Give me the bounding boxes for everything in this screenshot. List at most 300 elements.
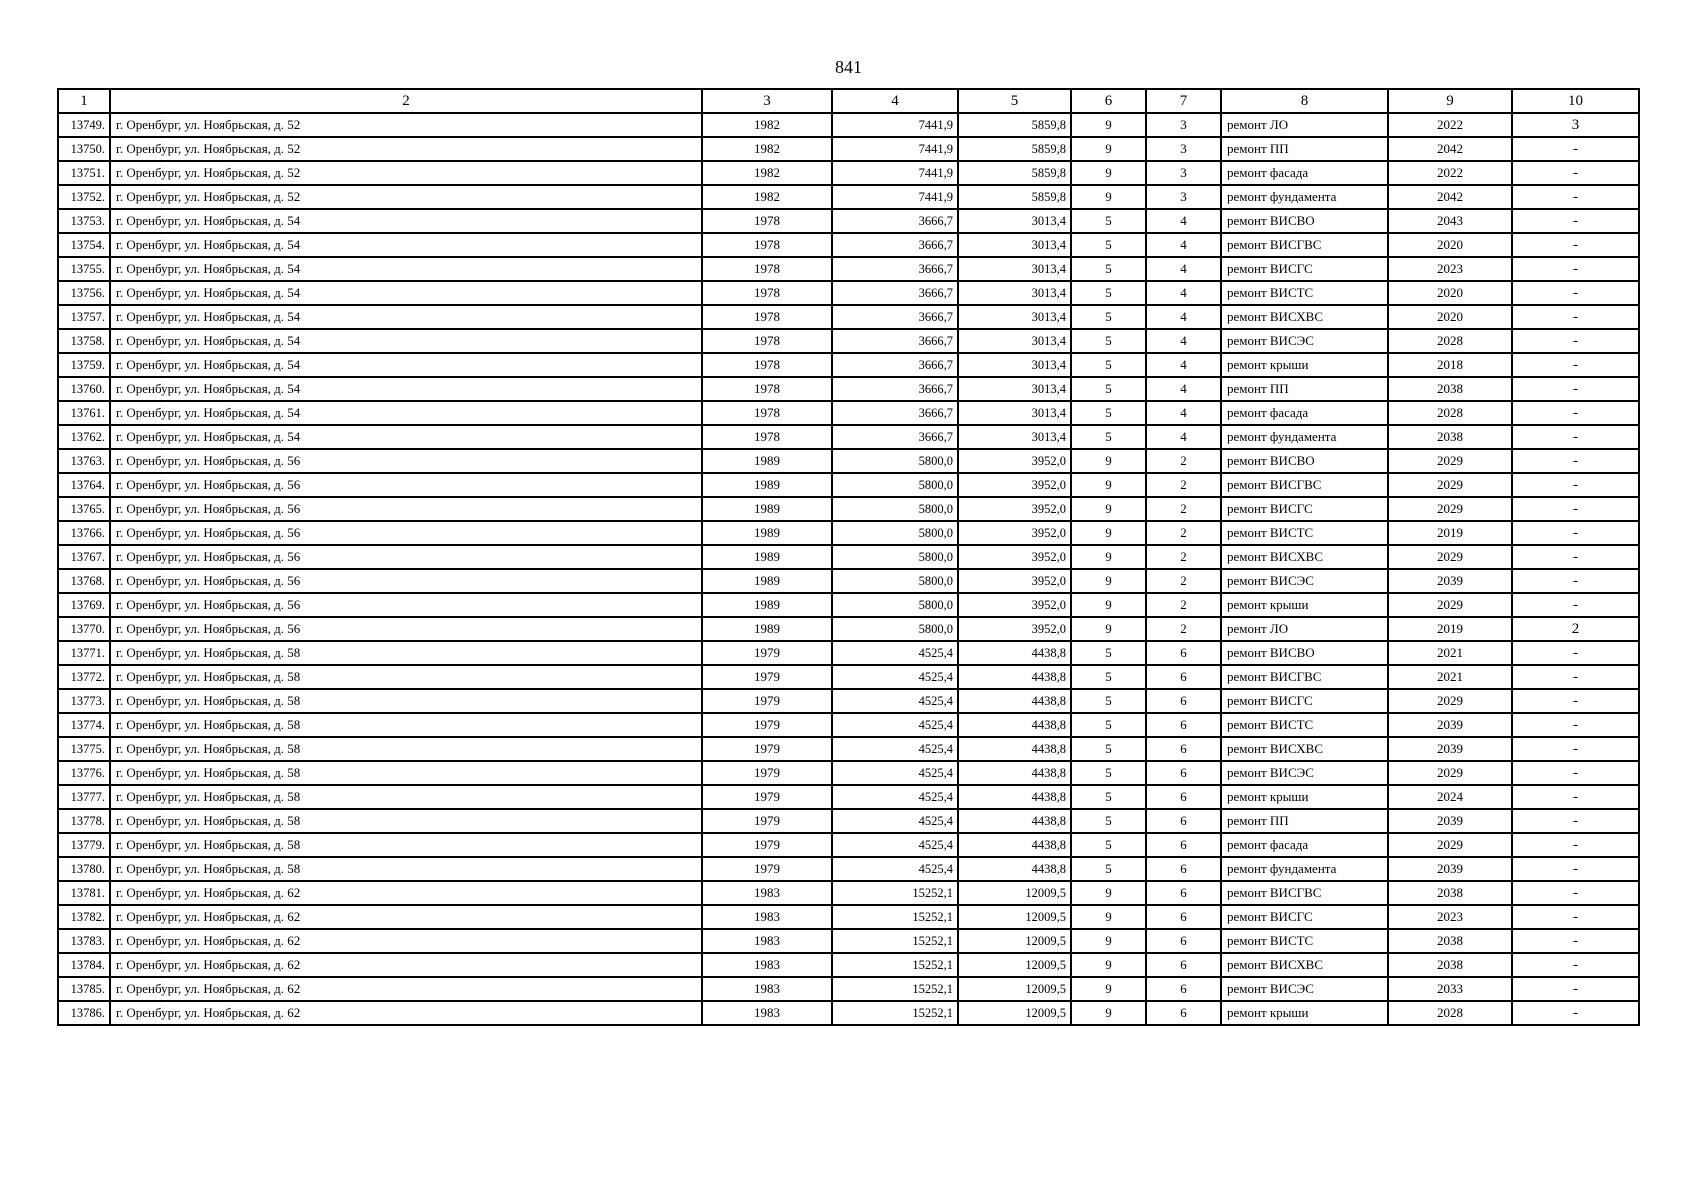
column-10-value-cell: - bbox=[1512, 785, 1639, 809]
table-row bbox=[58, 761, 1639, 785]
work-type-cell: ремонт ЛО bbox=[1221, 617, 1388, 641]
year-built-cell: 1983 bbox=[702, 1001, 832, 1025]
floors-cell: 9 bbox=[1071, 545, 1146, 569]
table-row bbox=[58, 233, 1639, 257]
column-10-value-cell: - bbox=[1512, 569, 1639, 593]
living-area-cell: 3013,4 bbox=[958, 401, 1071, 425]
entrances-cell: 4 bbox=[1146, 233, 1221, 257]
total-area-cell: 15252,1 bbox=[832, 929, 958, 953]
address-cell: г. Оренбург, ул. Ноябрьская, д. 58 bbox=[110, 833, 702, 857]
table-row bbox=[58, 185, 1639, 209]
entrances-cell: 6 bbox=[1146, 857, 1221, 881]
column-10-value-cell: - bbox=[1512, 401, 1639, 425]
table-row bbox=[58, 569, 1639, 593]
year-built-cell: 1982 bbox=[702, 137, 832, 161]
row-number-cell: 13766. bbox=[58, 521, 110, 545]
living-area-cell: 3952,0 bbox=[958, 569, 1071, 593]
entrances-cell: 4 bbox=[1146, 209, 1221, 233]
floors-cell: 5 bbox=[1071, 329, 1146, 353]
planned-year-cell: 2043 bbox=[1388, 209, 1512, 233]
year-built-cell: 1978 bbox=[702, 425, 832, 449]
year-built-cell: 1989 bbox=[702, 521, 832, 545]
row-number-cell: 13784. bbox=[58, 953, 110, 977]
floors-cell: 5 bbox=[1071, 281, 1146, 305]
entrances-cell: 2 bbox=[1146, 569, 1221, 593]
floors-cell: 9 bbox=[1071, 1001, 1146, 1025]
year-built-cell: 1979 bbox=[702, 665, 832, 689]
work-type-cell: ремонт ВИСВО bbox=[1221, 449, 1388, 473]
total-area-cell: 7441,9 bbox=[832, 137, 958, 161]
address-cell: г. Оренбург, ул. Ноябрьская, д. 54 bbox=[110, 305, 702, 329]
address-cell: г. Оренбург, ул. Ноябрьская, д. 62 bbox=[110, 929, 702, 953]
row-number-cell: 13785. bbox=[58, 977, 110, 1001]
column-10-value-cell: - bbox=[1512, 473, 1639, 497]
entrances-cell: 6 bbox=[1146, 785, 1221, 809]
work-type-cell: ремонт фундамента bbox=[1221, 185, 1388, 209]
column-10-value-cell: - bbox=[1512, 329, 1639, 353]
living-area-cell: 4438,8 bbox=[958, 665, 1071, 689]
row-number-cell: 13778. bbox=[58, 809, 110, 833]
living-area-cell: 12009,5 bbox=[958, 905, 1071, 929]
year-built-cell: 1989 bbox=[702, 449, 832, 473]
header-row bbox=[58, 89, 1639, 113]
total-area-cell: 3666,7 bbox=[832, 425, 958, 449]
planned-year-cell: 2029 bbox=[1388, 593, 1512, 617]
total-area-cell: 4525,4 bbox=[832, 857, 958, 881]
table-row bbox=[58, 785, 1639, 809]
entrances-cell: 3 bbox=[1146, 185, 1221, 209]
floors-cell: 9 bbox=[1071, 929, 1146, 953]
column-10-value-cell: - bbox=[1512, 257, 1639, 281]
entrances-cell: 2 bbox=[1146, 521, 1221, 545]
year-built-cell: 1979 bbox=[702, 761, 832, 785]
floors-cell: 5 bbox=[1071, 425, 1146, 449]
living-area-cell: 3013,4 bbox=[958, 233, 1071, 257]
work-type-cell: ремонт ВИСТС bbox=[1221, 521, 1388, 545]
work-type-cell: ремонт ВИСГС bbox=[1221, 689, 1388, 713]
table-row bbox=[58, 977, 1639, 1001]
work-type-cell: ремонт ВИСГВС bbox=[1221, 665, 1388, 689]
total-area-cell: 15252,1 bbox=[832, 1001, 958, 1025]
address-cell: г. Оренбург, ул. Ноябрьская, д. 62 bbox=[110, 953, 702, 977]
row-number-cell: 13783. bbox=[58, 929, 110, 953]
total-area-cell: 3666,7 bbox=[832, 209, 958, 233]
table-row bbox=[58, 473, 1639, 497]
column-10-value-cell: - bbox=[1512, 209, 1639, 233]
row-number-cell: 13759. bbox=[58, 353, 110, 377]
floors-cell: 9 bbox=[1071, 593, 1146, 617]
floors-cell: 9 bbox=[1071, 521, 1146, 545]
table-row bbox=[58, 521, 1639, 545]
address-cell: г. Оренбург, ул. Ноябрьская, д. 56 bbox=[110, 521, 702, 545]
column-10-value-cell: - bbox=[1512, 353, 1639, 377]
planned-year-cell: 2039 bbox=[1388, 713, 1512, 737]
row-number-cell: 13753. bbox=[58, 209, 110, 233]
address-cell: г. Оренбург, ул. Ноябрьская, д. 62 bbox=[110, 977, 702, 1001]
table-row bbox=[58, 593, 1639, 617]
row-number-cell: 13762. bbox=[58, 425, 110, 449]
address-cell: г. Оренбург, ул. Ноябрьская, д. 56 bbox=[110, 545, 702, 569]
year-built-cell: 1978 bbox=[702, 353, 832, 377]
living-area-cell: 4438,8 bbox=[958, 737, 1071, 761]
planned-year-cell: 2020 bbox=[1388, 305, 1512, 329]
planned-year-cell: 2029 bbox=[1388, 833, 1512, 857]
living-area-cell: 4438,8 bbox=[958, 641, 1071, 665]
address-cell: г. Оренбург, ул. Ноябрьская, д. 54 bbox=[110, 233, 702, 257]
column-10-value-cell: - bbox=[1512, 665, 1639, 689]
work-type-cell: ремонт ВИСХВС bbox=[1221, 737, 1388, 761]
floors-cell: 5 bbox=[1071, 209, 1146, 233]
entrances-cell: 3 bbox=[1146, 113, 1221, 137]
planned-year-cell: 2020 bbox=[1388, 233, 1512, 257]
entrances-cell: 6 bbox=[1146, 953, 1221, 977]
floors-cell: 9 bbox=[1071, 953, 1146, 977]
total-area-cell: 15252,1 bbox=[832, 905, 958, 929]
row-number-cell: 13761. bbox=[58, 401, 110, 425]
entrances-cell: 4 bbox=[1146, 425, 1221, 449]
work-type-cell: ремонт фундамента bbox=[1221, 857, 1388, 881]
living-area-cell: 12009,5 bbox=[958, 953, 1071, 977]
living-area-cell: 3952,0 bbox=[958, 617, 1071, 641]
floors-cell: 5 bbox=[1071, 305, 1146, 329]
row-number-cell: 13758. bbox=[58, 329, 110, 353]
work-type-cell: ремонт ВИСГВС bbox=[1221, 881, 1388, 905]
table-row bbox=[58, 641, 1639, 665]
entrances-cell: 6 bbox=[1146, 689, 1221, 713]
living-area-cell: 3013,4 bbox=[958, 305, 1071, 329]
total-area-cell: 5800,0 bbox=[832, 497, 958, 521]
column-header-4: 4 bbox=[832, 89, 958, 113]
year-built-cell: 1983 bbox=[702, 977, 832, 1001]
entrances-cell: 4 bbox=[1146, 305, 1221, 329]
planned-year-cell: 2039 bbox=[1388, 737, 1512, 761]
entrances-cell: 6 bbox=[1146, 833, 1221, 857]
row-number-cell: 13770. bbox=[58, 617, 110, 641]
year-built-cell: 1982 bbox=[702, 161, 832, 185]
living-area-cell: 5859,8 bbox=[958, 113, 1071, 137]
living-area-cell: 3013,4 bbox=[958, 425, 1071, 449]
year-built-cell: 1989 bbox=[702, 617, 832, 641]
column-10-value-cell: - bbox=[1512, 953, 1639, 977]
living-area-cell: 5859,8 bbox=[958, 185, 1071, 209]
floors-cell: 5 bbox=[1071, 233, 1146, 257]
living-area-cell: 4438,8 bbox=[958, 713, 1071, 737]
living-area-cell: 3013,4 bbox=[958, 257, 1071, 281]
row-number-cell: 13764. bbox=[58, 473, 110, 497]
floors-cell: 9 bbox=[1071, 185, 1146, 209]
address-cell: г. Оренбург, ул. Ноябрьская, д. 56 bbox=[110, 473, 702, 497]
address-cell: г. Оренбург, ул. Ноябрьская, д. 58 bbox=[110, 665, 702, 689]
column-header-8: 8 bbox=[1221, 89, 1388, 113]
table-row bbox=[58, 617, 1639, 641]
column-header-2: 2 bbox=[110, 89, 702, 113]
floors-cell: 9 bbox=[1071, 473, 1146, 497]
table-row bbox=[58, 905, 1639, 929]
table-row bbox=[58, 1001, 1639, 1025]
year-built-cell: 1979 bbox=[702, 713, 832, 737]
entrances-cell: 4 bbox=[1146, 353, 1221, 377]
planned-year-cell: 2042 bbox=[1388, 185, 1512, 209]
entrances-cell: 6 bbox=[1146, 665, 1221, 689]
address-cell: г. Оренбург, ул. Ноябрьская, д. 54 bbox=[110, 329, 702, 353]
living-area-cell: 12009,5 bbox=[958, 929, 1071, 953]
table-row bbox=[58, 305, 1639, 329]
year-built-cell: 1978 bbox=[702, 233, 832, 257]
entrances-cell: 6 bbox=[1146, 977, 1221, 1001]
total-area-cell: 4525,4 bbox=[832, 713, 958, 737]
work-type-cell: ремонт ЛО bbox=[1221, 113, 1388, 137]
work-type-cell: ремонт ВИСГС bbox=[1221, 905, 1388, 929]
entrances-cell: 6 bbox=[1146, 905, 1221, 929]
address-cell: г. Оренбург, ул. Ноябрьская, д. 56 bbox=[110, 569, 702, 593]
entrances-cell: 6 bbox=[1146, 761, 1221, 785]
address-cell: г. Оренбург, ул. Ноябрьская, д. 54 bbox=[110, 281, 702, 305]
entrances-cell: 4 bbox=[1146, 281, 1221, 305]
table-row bbox=[58, 929, 1639, 953]
year-built-cell: 1979 bbox=[702, 641, 832, 665]
entrances-cell: 6 bbox=[1146, 809, 1221, 833]
work-type-cell: ремонт крыши bbox=[1221, 593, 1388, 617]
table-row bbox=[58, 737, 1639, 761]
address-cell: г. Оренбург, ул. Ноябрьская, д. 54 bbox=[110, 401, 702, 425]
living-area-cell: 5859,8 bbox=[958, 137, 1071, 161]
living-area-cell: 4438,8 bbox=[958, 761, 1071, 785]
living-area-cell: 3952,0 bbox=[958, 593, 1071, 617]
table-row bbox=[58, 425, 1639, 449]
column-10-value-cell: - bbox=[1512, 185, 1639, 209]
column-header-6: 6 bbox=[1071, 89, 1146, 113]
row-number-cell: 13768. bbox=[58, 569, 110, 593]
planned-year-cell: 2038 bbox=[1388, 425, 1512, 449]
work-type-cell: ремонт фасада bbox=[1221, 833, 1388, 857]
year-built-cell: 1978 bbox=[702, 257, 832, 281]
year-built-cell: 1979 bbox=[702, 857, 832, 881]
row-number-cell: 13776. bbox=[58, 761, 110, 785]
total-area-cell: 5800,0 bbox=[832, 545, 958, 569]
column-header-10: 10 bbox=[1512, 89, 1639, 113]
row-number-cell: 13767. bbox=[58, 545, 110, 569]
row-number-cell: 13760. bbox=[58, 377, 110, 401]
entrances-cell: 2 bbox=[1146, 497, 1221, 521]
table-row bbox=[58, 401, 1639, 425]
table-row bbox=[58, 545, 1639, 569]
row-number-cell: 13779. bbox=[58, 833, 110, 857]
row-number-cell: 13780. bbox=[58, 857, 110, 881]
column-10-value-cell: - bbox=[1512, 521, 1639, 545]
address-cell: г. Оренбург, ул. Ноябрьская, д. 52 bbox=[110, 161, 702, 185]
address-cell: г. Оренбург, ул. Ноябрьская, д. 56 bbox=[110, 449, 702, 473]
row-number-cell: 13772. bbox=[58, 665, 110, 689]
column-10-value-cell: - bbox=[1512, 881, 1639, 905]
total-area-cell: 4525,4 bbox=[832, 761, 958, 785]
address-cell: г. Оренбург, ул. Ноябрьская, д. 54 bbox=[110, 353, 702, 377]
table-row bbox=[58, 665, 1639, 689]
table-row bbox=[58, 377, 1639, 401]
column-10-value-cell: - bbox=[1512, 137, 1639, 161]
year-built-cell: 1979 bbox=[702, 833, 832, 857]
living-area-cell: 3013,4 bbox=[958, 329, 1071, 353]
row-number-cell: 13755. bbox=[58, 257, 110, 281]
floors-cell: 5 bbox=[1071, 353, 1146, 377]
floors-cell: 5 bbox=[1071, 641, 1146, 665]
row-number-cell: 13749. bbox=[58, 113, 110, 137]
work-type-cell: ремонт фундамента bbox=[1221, 425, 1388, 449]
planned-year-cell: 2029 bbox=[1388, 761, 1512, 785]
entrances-cell: 4 bbox=[1146, 329, 1221, 353]
work-type-cell: ремонт ПП bbox=[1221, 377, 1388, 401]
row-number-cell: 13774. bbox=[58, 713, 110, 737]
planned-year-cell: 2038 bbox=[1388, 953, 1512, 977]
total-area-cell: 15252,1 bbox=[832, 881, 958, 905]
total-area-cell: 7441,9 bbox=[832, 113, 958, 137]
floors-cell: 9 bbox=[1071, 617, 1146, 641]
column-10-value-cell: - bbox=[1512, 641, 1639, 665]
row-number-cell: 13773. bbox=[58, 689, 110, 713]
planned-year-cell: 2039 bbox=[1388, 857, 1512, 881]
planned-year-cell: 2021 bbox=[1388, 641, 1512, 665]
total-area-cell: 4525,4 bbox=[832, 809, 958, 833]
column-10-value-cell: - bbox=[1512, 977, 1639, 1001]
total-area-cell: 4525,4 bbox=[832, 833, 958, 857]
planned-year-cell: 2020 bbox=[1388, 281, 1512, 305]
table-row bbox=[58, 689, 1639, 713]
table-row bbox=[58, 353, 1639, 377]
year-built-cell: 1978 bbox=[702, 401, 832, 425]
entrances-cell: 2 bbox=[1146, 617, 1221, 641]
living-area-cell: 3952,0 bbox=[958, 473, 1071, 497]
column-10-value-cell: - bbox=[1512, 281, 1639, 305]
table-row bbox=[58, 833, 1639, 857]
row-number-cell: 13782. bbox=[58, 905, 110, 929]
living-area-cell: 12009,5 bbox=[958, 977, 1071, 1001]
floors-cell: 5 bbox=[1071, 737, 1146, 761]
work-type-cell: ремонт ВИСГС bbox=[1221, 257, 1388, 281]
entrances-cell: 2 bbox=[1146, 593, 1221, 617]
year-built-cell: 1978 bbox=[702, 329, 832, 353]
living-area-cell: 3952,0 bbox=[958, 521, 1071, 545]
column-10-value-cell: - bbox=[1512, 161, 1639, 185]
entrances-cell: 6 bbox=[1146, 737, 1221, 761]
address-cell: г. Оренбург, ул. Ноябрьская, д. 58 bbox=[110, 689, 702, 713]
address-cell: г. Оренбург, ул. Ноябрьская, д. 58 bbox=[110, 713, 702, 737]
total-area-cell: 15252,1 bbox=[832, 953, 958, 977]
year-built-cell: 1979 bbox=[702, 809, 832, 833]
column-10-value-cell: - bbox=[1512, 233, 1639, 257]
table-row bbox=[58, 257, 1639, 281]
floors-cell: 9 bbox=[1071, 449, 1146, 473]
table-row bbox=[58, 281, 1639, 305]
floors-cell: 9 bbox=[1071, 881, 1146, 905]
address-cell: г. Оренбург, ул. Ноябрьская, д. 54 bbox=[110, 209, 702, 233]
column-10-value-cell: - bbox=[1512, 1001, 1639, 1025]
address-cell: г. Оренбург, ул. Ноябрьская, д. 58 bbox=[110, 785, 702, 809]
year-built-cell: 1979 bbox=[702, 785, 832, 809]
planned-year-cell: 2022 bbox=[1388, 113, 1512, 137]
total-area-cell: 3666,7 bbox=[832, 377, 958, 401]
table-row bbox=[58, 497, 1639, 521]
living-area-cell: 4438,8 bbox=[958, 809, 1071, 833]
planned-year-cell: 2028 bbox=[1388, 1001, 1512, 1025]
year-built-cell: 1979 bbox=[702, 689, 832, 713]
row-number-cell: 13771. bbox=[58, 641, 110, 665]
column-10-value-cell: - bbox=[1512, 713, 1639, 737]
planned-year-cell: 2029 bbox=[1388, 545, 1512, 569]
address-cell: г. Оренбург, ул. Ноябрьская, д. 54 bbox=[110, 257, 702, 281]
table-row bbox=[58, 881, 1639, 905]
year-built-cell: 1982 bbox=[702, 113, 832, 137]
total-area-cell: 3666,7 bbox=[832, 353, 958, 377]
column-10-value-cell: - bbox=[1512, 689, 1639, 713]
address-cell: г. Оренбург, ул. Ноябрьская, д. 58 bbox=[110, 761, 702, 785]
entrances-cell: 2 bbox=[1146, 545, 1221, 569]
living-area-cell: 12009,5 bbox=[958, 881, 1071, 905]
table-row bbox=[58, 161, 1639, 185]
entrances-cell: 6 bbox=[1146, 1001, 1221, 1025]
year-built-cell: 1979 bbox=[702, 737, 832, 761]
living-area-cell: 3952,0 bbox=[958, 497, 1071, 521]
row-number-cell: 13750. bbox=[58, 137, 110, 161]
floors-cell: 5 bbox=[1071, 785, 1146, 809]
table-row bbox=[58, 857, 1639, 881]
planned-year-cell: 2029 bbox=[1388, 689, 1512, 713]
column-10-value-cell: - bbox=[1512, 929, 1639, 953]
year-built-cell: 1983 bbox=[702, 881, 832, 905]
work-type-cell: ремонт ВИСГВС bbox=[1221, 473, 1388, 497]
column-10-value-cell: - bbox=[1512, 809, 1639, 833]
year-built-cell: 1983 bbox=[702, 953, 832, 977]
total-area-cell: 3666,7 bbox=[832, 401, 958, 425]
total-area-cell: 3666,7 bbox=[832, 233, 958, 257]
total-area-cell: 4525,4 bbox=[832, 665, 958, 689]
address-cell: г. Оренбург, ул. Ноябрьская, д. 58 bbox=[110, 809, 702, 833]
living-area-cell: 4438,8 bbox=[958, 857, 1071, 881]
year-built-cell: 1983 bbox=[702, 905, 832, 929]
row-number-cell: 13754. bbox=[58, 233, 110, 257]
year-built-cell: 1989 bbox=[702, 473, 832, 497]
work-type-cell: ремонт ВИСТС bbox=[1221, 929, 1388, 953]
row-number-cell: 13786. bbox=[58, 1001, 110, 1025]
entrances-cell: 3 bbox=[1146, 137, 1221, 161]
column-10-value-cell: - bbox=[1512, 449, 1639, 473]
entrances-cell: 2 bbox=[1146, 473, 1221, 497]
floors-cell: 9 bbox=[1071, 977, 1146, 1001]
living-area-cell: 4438,8 bbox=[958, 689, 1071, 713]
work-type-cell: ремонт фасада bbox=[1221, 161, 1388, 185]
address-cell: г. Оренбург, ул. Ноябрьская, д. 58 bbox=[110, 641, 702, 665]
work-type-cell: ремонт ВИСЭС bbox=[1221, 329, 1388, 353]
total-area-cell: 4525,4 bbox=[832, 785, 958, 809]
floors-cell: 9 bbox=[1071, 137, 1146, 161]
living-area-cell: 3013,4 bbox=[958, 281, 1071, 305]
work-type-cell: ремонт ВИСГС bbox=[1221, 497, 1388, 521]
floors-cell: 9 bbox=[1071, 113, 1146, 137]
total-area-cell: 5800,0 bbox=[832, 449, 958, 473]
address-cell: г. Оренбург, ул. Ноябрьская, д. 58 bbox=[110, 737, 702, 761]
column-10-value-cell: - bbox=[1512, 593, 1639, 617]
entrances-cell: 6 bbox=[1146, 881, 1221, 905]
living-area-cell: 4438,8 bbox=[958, 785, 1071, 809]
floors-cell: 5 bbox=[1071, 761, 1146, 785]
work-type-cell: ремонт ВИСХВС bbox=[1221, 545, 1388, 569]
total-area-cell: 7441,9 bbox=[832, 185, 958, 209]
year-built-cell: 1989 bbox=[702, 569, 832, 593]
floors-cell: 5 bbox=[1071, 809, 1146, 833]
work-type-cell: ремонт ПП bbox=[1221, 137, 1388, 161]
work-type-cell: ремонт крыши bbox=[1221, 353, 1388, 377]
total-area-cell: 7441,9 bbox=[832, 161, 958, 185]
total-area-cell: 5800,0 bbox=[832, 473, 958, 497]
planned-year-cell: 2042 bbox=[1388, 137, 1512, 161]
